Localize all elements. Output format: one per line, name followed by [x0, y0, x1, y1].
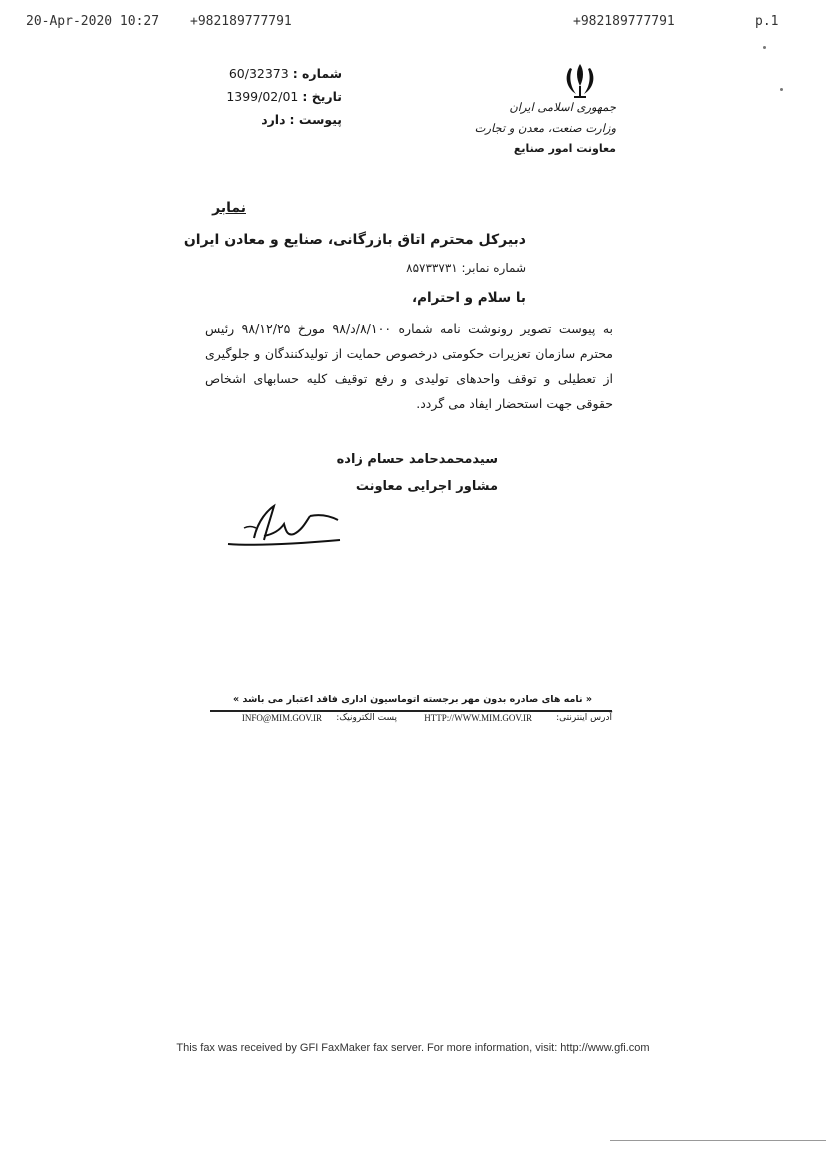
footer-divider: [210, 710, 612, 712]
fax-date-time: 20-Apr-2020 10:27: [26, 14, 160, 29]
letter-body: به پیوست تصویر رونوشت نامه شماره ۸/۱۰۰/د/۹۸ مورخ ۹۸/۱۲/۲۵ رئیس محترم سازمان تعزیرات حکومتی درخصوص حمایت از تولیدکنندگان و جلوگیری از تعطیلی و توقف واحدهای تولیدی و رفع توقیف کلیه حسابهای اشخاص حقوقی جهت استحضار ایفاد می گردد.: [205, 321, 613, 411]
footer-web-label: آدرس اینترنتی:: [556, 713, 612, 723]
footer-email-label: پست الکترونیک:: [336, 713, 397, 723]
scan-speck: [763, 46, 766, 49]
letter-recipient: دبیرکل محترم اتاق بازرگانی، صنایع و معادن ایران: [183, 232, 526, 248]
signer-title: مشاور اجرایی معاونت: [355, 479, 498, 494]
fax-page-number: p.1: [755, 14, 779, 29]
letter-date-value: 1399/02/01: [226, 89, 299, 104]
letterhead-country: جمهوری اسلامی ایران: [509, 100, 616, 114]
letter-number-label: شماره :: [292, 66, 342, 81]
footer-email-address: INFO@MIM.GOV.IR: [241, 713, 322, 723]
iran-emblem-icon: [558, 60, 602, 100]
letter-attachment-label: پیوست :: [289, 112, 342, 127]
letter-attachment-value: دارد: [261, 112, 286, 127]
letterhead-department: معاونت امور صنایع: [513, 142, 616, 155]
fax-header: [0, 14, 826, 34]
letter-attachment-row: [261, 112, 342, 127]
fax-from-number: +982189777791: [190, 14, 292, 29]
letterhead-ministry: وزارت صنعت، معدن و تجارت: [474, 121, 616, 135]
scan-speck: [780, 88, 783, 91]
fax-server-notice: This fax was received by GFI FaxMaker fax server. For more information, visit: http://www.gfi.com: [176, 1042, 650, 1054]
letter-number-value: 60/32373: [228, 66, 289, 81]
letter-date-row: [226, 89, 342, 104]
fax-title: نمابر: [212, 200, 246, 216]
letter-date-label: تاریخ :: [302, 89, 342, 104]
footer-note: « نامه های صادره بدون مهر برجسته اتوماسیون اداری فاقد اعتبار می باشد »: [233, 694, 592, 705]
footer-web-address: HTTP://WWW.MIM.GOV.IR: [424, 713, 532, 723]
recipient-fax-number: شماره نمابر: ۸۵۷۳۳۷۳۱: [406, 261, 526, 275]
signer-name: سیدمحمدحامد حسام زاده: [336, 452, 498, 467]
handwritten-signature: [224, 500, 344, 552]
page-edge-line: [610, 1140, 826, 1141]
letter-number-row: [229, 66, 342, 81]
letter-greeting: با سلام و احترام،: [412, 290, 526, 306]
fax-to-number: +982189777791: [573, 14, 675, 29]
